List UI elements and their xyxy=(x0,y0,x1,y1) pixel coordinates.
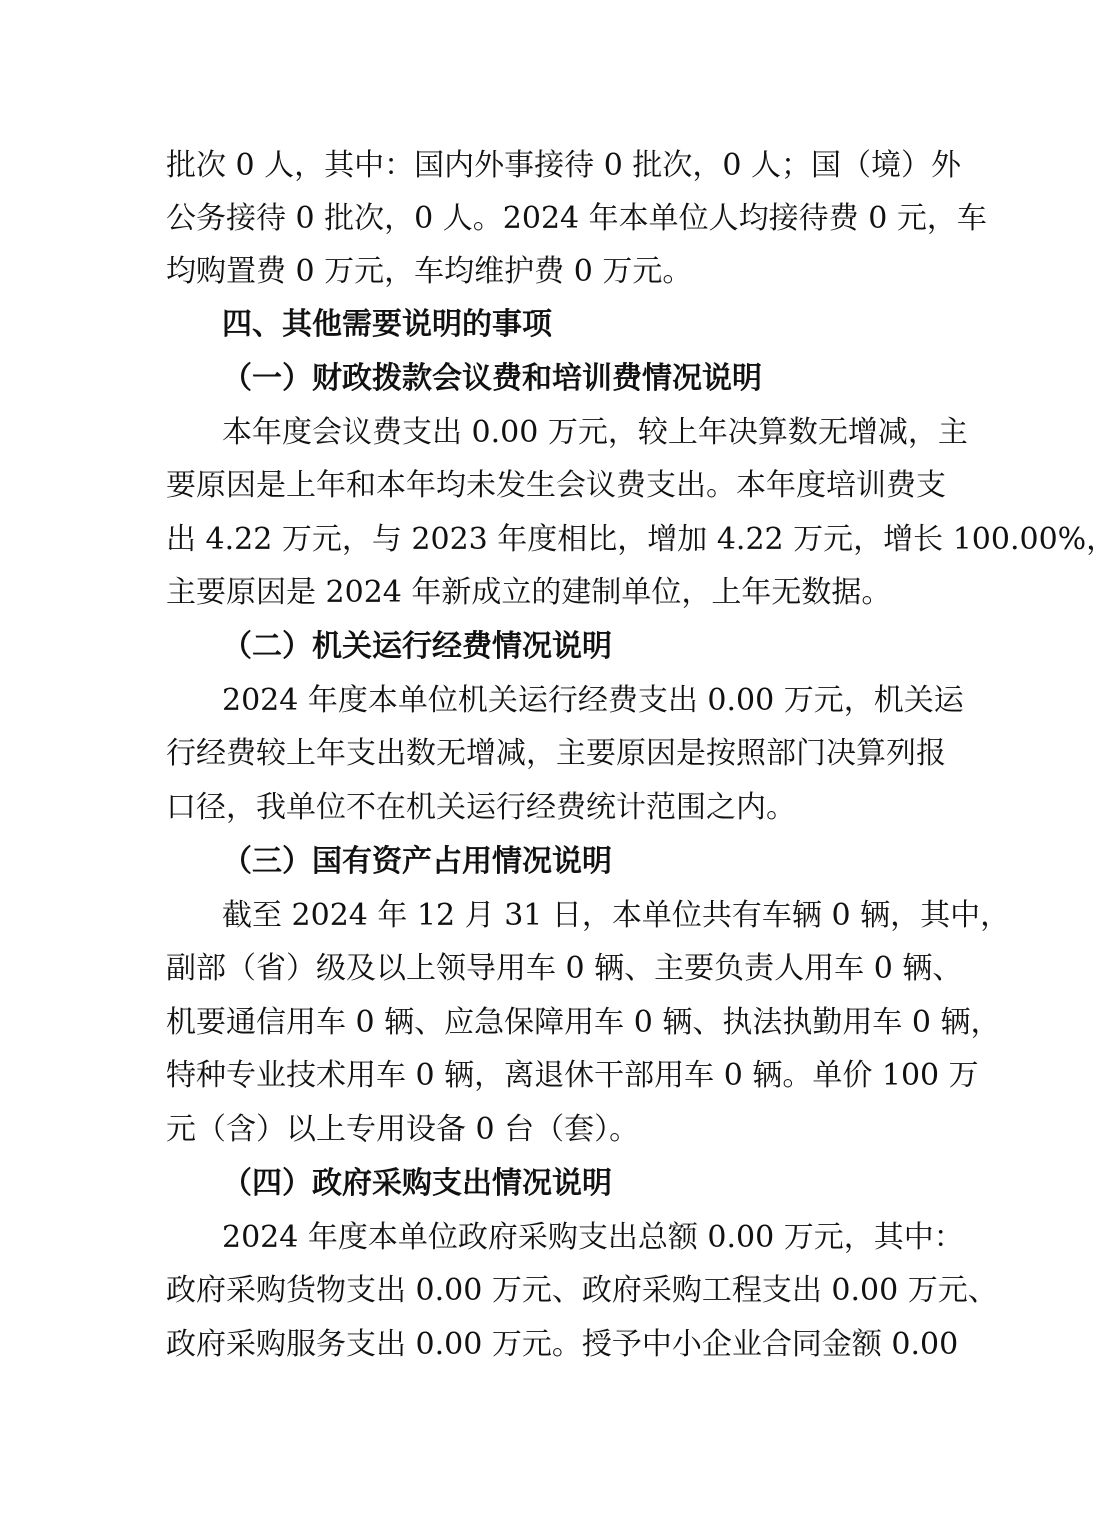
paragraph-line: 政府采购货物支出 0.00 万元、政府采购工程支出 0.00 万元、 xyxy=(166,1273,998,1308)
paragraph-line: 特种专业技术用车 0 辆，离退休干部用车 0 辆。单价 100 万 xyxy=(166,1058,979,1093)
paragraph-line: 公务接待 0 批次，0 人。2024 年本单位人均接待费 0 元，车 xyxy=(166,201,987,236)
paragraph-line: 本年度会议费支出 0.00 万元，较上年决算数无增减，主 xyxy=(222,415,968,450)
subsection-heading-procurement: （四）政府采购支出情况说明 xyxy=(222,1166,612,1201)
paragraph-line: 2024 年度本单位政府采购支出总额 0.00 万元，其中： xyxy=(222,1220,964,1255)
paragraph-line: 出 4.22 万元，与 2023 年度相比，增加 4.22 万元，增长 100.00%， xyxy=(166,522,1116,557)
subsection-heading-meeting-training: （一）财政拨款会议费和培训费情况说明 xyxy=(222,361,762,396)
subsection-heading-state-assets: （三）国有资产占用情况说明 xyxy=(222,844,612,879)
paragraph-line: 口径，我单位不在机关运行经费统计范围之内。 xyxy=(166,790,796,825)
paragraph-line: 主要原因是 2024 年新成立的建制单位，上年无数据。 xyxy=(166,575,892,610)
paragraph-line: 截至 2024 年 12 月 31 日，本单位共有车辆 0 辆，其中， xyxy=(222,898,1011,933)
paragraph-line: 元（含）以上专用设备 0 台（套）。 xyxy=(166,1112,640,1147)
paragraph-line: 行经费较上年支出数无增减，主要原因是按照部门决算列报 xyxy=(166,736,946,771)
paragraph-line: 批次 0 人，其中：国内外事接待 0 批次，0 人；国（境）外 xyxy=(166,148,961,183)
subsection-heading-operating-expenses: （二）机关运行经费情况说明 xyxy=(222,629,612,664)
paragraph-line: 副部（省）级及以上领导用车 0 辆、主要负责人用车 0 辆、 xyxy=(166,951,963,986)
paragraph-line: 均购置费 0 万元，车均维护费 0 万元。 xyxy=(166,254,693,289)
section-heading: 四、其他需要说明的事项 xyxy=(222,307,552,342)
paragraph-line: 机要通信用车 0 辆、应急保障用车 0 辆、执法执勤用车 0 辆， xyxy=(166,1005,1001,1040)
paragraph-line: 要原因是上年和本年均未发生会议费支出。本年度培训费支 xyxy=(166,468,946,503)
paragraph-line: 政府采购服务支出 0.00 万元。授予中小企业合同金额 0.00 xyxy=(166,1327,959,1362)
paragraph-line: 2024 年度本单位机关运行经费支出 0.00 万元，机关运 xyxy=(222,683,964,718)
